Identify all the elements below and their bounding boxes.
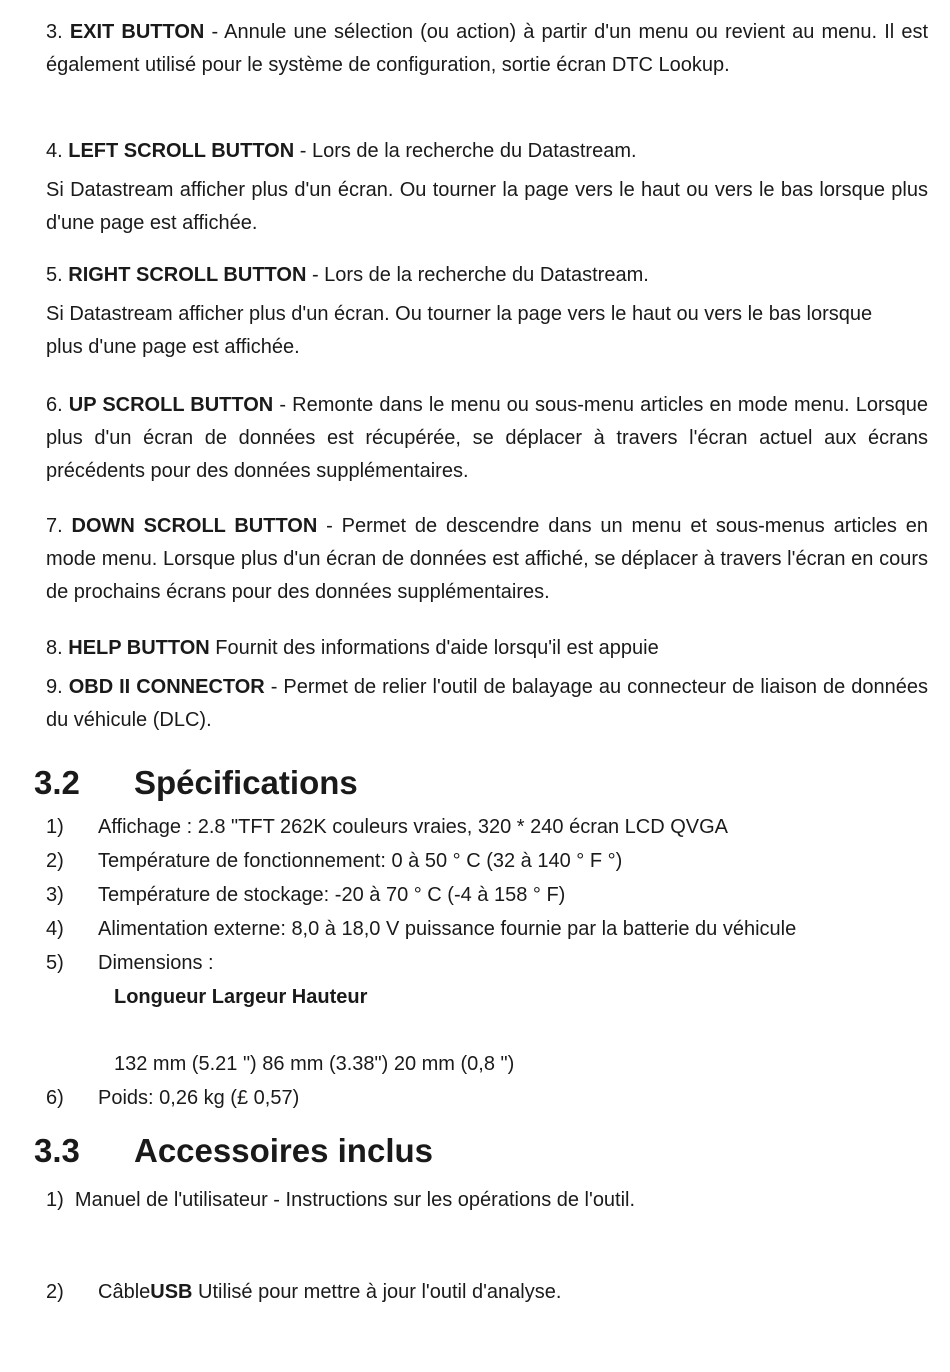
spec-text: Température de stockage: -20 à 70 ° C (-4 à 158 ° F) — [98, 884, 566, 906]
item-number: 9. — [46, 676, 63, 698]
item-number: 4. — [46, 140, 63, 162]
spec-item-weight — [46, 1083, 299, 1113]
item-text: Fournit des informations d'aide lorsqu'il est appuie — [209, 637, 659, 659]
spec-text: Alimentation externe: 8,0 à 18,0 V puissance fournie par la batterie du véhicule — [98, 918, 797, 940]
item-number: 8. — [46, 637, 63, 659]
section-title: Accessoires inclus — [134, 1132, 433, 1169]
item-down-scroll-button — [46, 510, 928, 609]
spec-text: Poids: 0,26 kg (£ 0,57) — [98, 1087, 300, 1109]
section-title: Spécifications — [134, 764, 358, 801]
accessory-item-manual — [46, 1185, 635, 1215]
spec-item — [46, 914, 796, 944]
spec-text: Température de fonctionnement: 0 à 50 ° C (32 à 140 ° F °) — [98, 850, 623, 872]
item-obd-connector — [46, 671, 928, 737]
item-text: - Permet de descendre dans un menu et sous-menus articles en mode menu. Lorsque plus d'un écran de données est affiché, se déplacer à travers l'écran en cours de prochains écrans pour des données supplémentaires. — [46, 515, 929, 603]
item-right-scroll-extra: Si Datastream afficher plus d'un écran. Ou tourner la page vers le haut ou vers le bas lorsque plus d'une page est affichée. — [46, 303, 873, 358]
dimensions-values: 132 mm (5.21 ") 86 mm (3.38") 20 mm (0,8 ") — [114, 1053, 515, 1075]
spec-number: 6) — [46, 1087, 64, 1109]
item-right-scroll-button — [46, 259, 928, 292]
spec-number: 4) — [46, 918, 64, 940]
section-heading-specifications — [34, 763, 358, 803]
item-label: HELP BUTTON — [68, 637, 210, 659]
spec-item — [46, 948, 214, 978]
item-label: LEFT SCROLL BUTTON — [68, 140, 295, 162]
item-exit-button — [46, 16, 928, 82]
spec-number: 5) — [46, 952, 64, 974]
spec-number: 1) — [46, 816, 64, 838]
accessory-item-usb-cable — [46, 1277, 561, 1307]
spec-text: Dimensions : — [98, 952, 214, 974]
spec-item — [46, 880, 565, 910]
item-label: UP SCROLL BUTTON — [68, 394, 274, 416]
accessory-text: Utilisé pour mettre à jour l'outil d'analyse. — [192, 1281, 562, 1303]
item-number: 7. — [46, 515, 63, 537]
spec-number: 2) — [46, 850, 64, 872]
section-heading-accessories — [34, 1131, 433, 1171]
item-number: 6. — [46, 394, 63, 416]
item-up-scroll-button — [46, 389, 928, 488]
accessory-label: USB — [150, 1281, 193, 1303]
item-left-scroll-extra: Si Datastream afficher plus d'un écran. Ou tourner la page vers le haut ou vers le bas lorsque plus d'une page est affichée. — [46, 179, 928, 234]
item-label: RIGHT SCROLL BUTTON — [68, 264, 307, 286]
item-label: OBD II CONNECTOR — [68, 676, 265, 698]
item-left-scroll-button — [46, 135, 928, 168]
spec-number: 3) — [46, 884, 64, 906]
spec-text: Affichage : 2.8 "TFT 262K couleurs vraies, 320 * 240 écran LCD QVGA — [98, 816, 729, 838]
item-number: 5. — [46, 264, 63, 286]
accessory-number: 2) — [46, 1281, 64, 1303]
dimensions-header: Longueur Largeur Hauteur — [114, 986, 368, 1008]
accessory-number: 1) — [46, 1189, 64, 1211]
accessory-text: Manuel de l'utilisateur - Instructions sur les opérations de l'outil. — [74, 1189, 636, 1211]
item-text: - Permet de relier l'outil de balayage au connecteur de liaison de données du véhicule (DLC). — [46, 676, 928, 731]
item-text: - Lors de la recherche du Datastream. — [294, 140, 637, 162]
item-number: 3. — [46, 21, 63, 43]
section-number: 3.2 — [34, 764, 80, 801]
item-text: - Annule une sélection (ou action) à partir d'un menu ou revient au menu. Il est également utilisé pour le système de configuration, sortie écran DTC Lookup. — [46, 21, 929, 76]
accessory-prefix: Câble — [98, 1281, 151, 1303]
item-label: DOWN SCROLL BUTTON — [71, 515, 318, 537]
item-help-button — [46, 632, 928, 665]
section-number: 3.3 — [34, 1132, 80, 1169]
spec-item — [46, 812, 728, 842]
item-text: - Remonte dans le menu ou sous-menu articles en mode menu. Lorsque plus d'un écran de données est récupérée, se déplacer à travers l'écran actuel aux écrans précédents pour des données supplémentaires. — [46, 394, 928, 482]
spec-item — [46, 846, 622, 876]
item-text: - Lors de la recherche du Datastream. — [306, 264, 649, 286]
item-label: EXIT BUTTON — [69, 21, 205, 43]
